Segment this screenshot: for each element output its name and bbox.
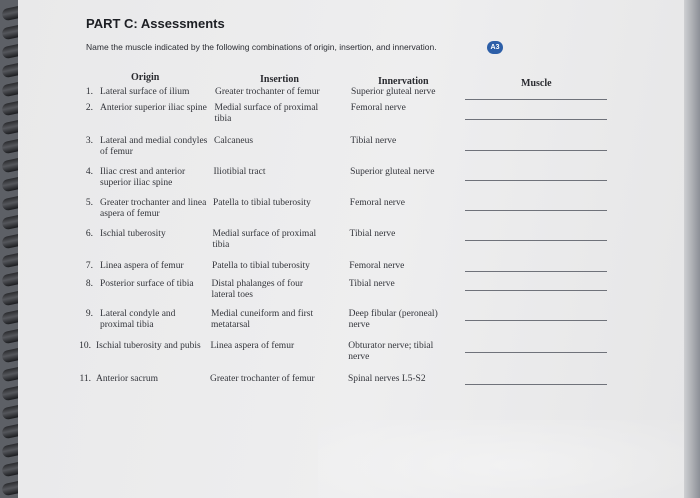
worksheet-page [18,0,684,498]
origin-cell: Linea aspera of femur [100,261,184,271]
insertion-cell: Patella to tibial tuberosity [213,198,311,208]
muscle-answer-line[interactable] [465,290,607,291]
insertion-cell: Distal phalanges of four lateral toes [211,279,304,300]
row-number: 8. [85,279,93,289]
row-number: 10. [79,341,91,351]
innervation-cell: Tibial nerve [350,136,397,146]
muscle-answer-line[interactable] [465,210,607,211]
page-edge [684,0,700,498]
origin-cell: Lateral and medial condyles of femur [100,136,208,157]
innervation-cell: Spinal nerves L5-S2 [348,374,426,384]
origin-cell: Anterior sacrum [96,374,158,384]
row-number: 1. [85,87,93,97]
origin-cell: Lateral condyle and proximal tibia [100,309,176,330]
innervation-cell: Obturator nerve; tibial nerve [348,341,434,362]
row-number: 11. [79,374,91,384]
origin-cell: Ischial tuberosity and pubis [96,341,201,351]
insertion-cell: Patella to tibial tuberosity [212,261,310,271]
origin-cell: Iliac crest and anterior superior iliac spine [100,167,186,188]
insertion-cell: Iliotibial tract [213,167,266,177]
muscle-answer-line[interactable] [465,352,607,353]
origin-header: Origin [131,72,160,83]
innervation-cell: Tibial nerve [349,229,396,239]
insertion-cell: Greater trochanter of femur [215,87,320,97]
row-number: 5. [85,198,93,208]
innervation-header: Innervation [378,76,429,87]
muscle-answer-line[interactable] [465,180,607,181]
innervation-cell: Tibial nerve [348,279,395,289]
origin-cell: Lateral surface of ilium [100,87,190,97]
innervation-cell: Superior gluteal nerve [351,87,436,97]
row-number: 6. [85,229,93,239]
muscle-answer-line[interactable] [465,150,607,151]
innervation-cell: Femoral nerve [350,103,406,113]
section-title: PART C: Assessments [86,16,225,31]
muscle-header: Muscle [521,78,552,89]
row-number: 7. [85,261,93,271]
insertion-cell: Greater trochanter of femur [210,374,315,384]
row-number: 2. [85,103,93,113]
innervation-cell: Femoral nerve [349,198,405,208]
a3-badge: A3 [487,41,503,54]
insertion-cell: Medial cuneiform and first metatarsal [211,309,314,330]
innervation-cell: Femoral nerve [349,261,405,271]
row-number: 4. [85,167,93,177]
origin-cell: Posterior surface of tibia [100,279,194,289]
row-number: 3. [85,136,93,146]
muscle-answer-line[interactable] [465,99,607,100]
innervation-cell: Deep fibular (peroneal) nerve [348,309,438,330]
muscle-answer-line[interactable] [465,271,607,272]
muscle-answer-line[interactable] [465,119,607,120]
muscle-answer-line[interactable] [465,240,607,241]
origin-cell: Anterior superior iliac spine [100,103,207,113]
muscle-answer-line[interactable] [465,384,607,385]
origin-cell: Ischial tuberosity [100,229,166,239]
muscle-answer-line[interactable] [465,320,607,321]
origin-cell: Greater trochanter and linea aspera of femur [100,198,207,219]
insertion-header: Insertion [260,74,299,85]
insertion-cell: Linea aspera of femur [210,341,295,351]
insertion-cell: Medial surface of proximal tibia [212,229,317,250]
light-glare [318,420,684,498]
innervation-cell: Superior gluteal nerve [350,167,435,177]
row-number: 9. [85,309,93,319]
insertion-cell: Calcaneus [214,136,254,146]
insertion-cell: Medial surface of proximal tibia [214,103,319,124]
instructions: Name the muscle indicated by the following combinations of origin, insertion, and innervation. [86,42,437,52]
